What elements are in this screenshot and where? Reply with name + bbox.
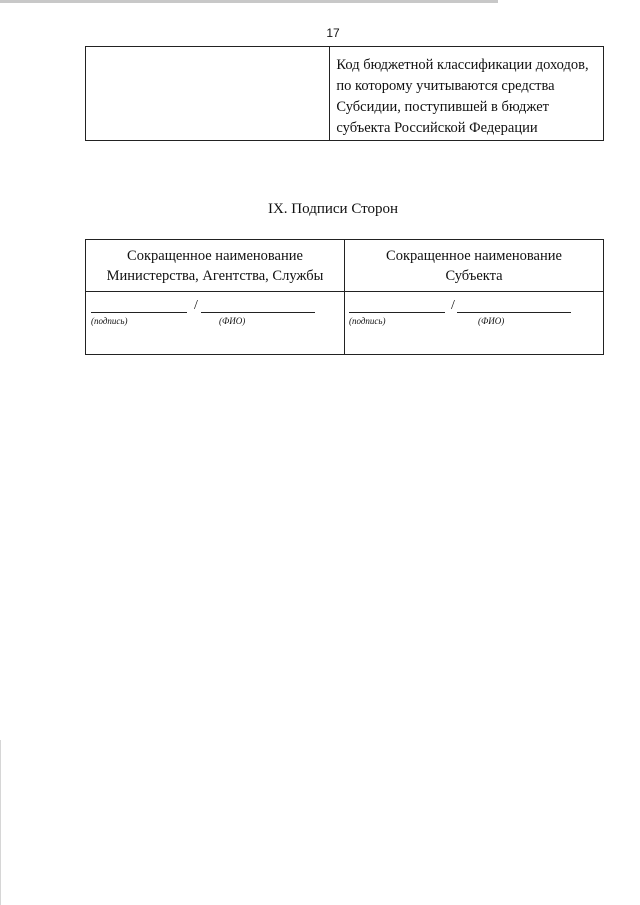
signature-caption: (подпись)	[91, 316, 128, 326]
left-party-header	[86, 240, 345, 292]
budget-code-cell	[330, 47, 604, 141]
fio-caption: (ФИО)	[219, 316, 246, 326]
table-row	[86, 240, 604, 292]
signature-caption: (подпись)	[349, 316, 386, 326]
empty-cell	[86, 47, 330, 141]
fio-caption: (ФИО)	[478, 316, 505, 326]
left-signature-block	[86, 292, 345, 355]
cell-line: субъекта Российской Федерации	[336, 120, 538, 136]
header-line: Министерства, Агентства, Службы	[106, 268, 324, 284]
table-row	[86, 47, 604, 141]
header-line: Субъекта	[445, 268, 503, 284]
fio-line	[457, 312, 571, 313]
right-party-header	[345, 240, 604, 292]
fio-line	[201, 312, 315, 313]
signature-line	[349, 312, 445, 313]
budget-code-table	[85, 46, 604, 141]
signatures-table	[85, 239, 604, 355]
page-number: 17	[326, 26, 340, 40]
separator-slash: /	[194, 298, 198, 313]
cell-line: Субсидии, поступившей в бюджет	[336, 99, 549, 115]
signature-line	[91, 312, 187, 313]
table-row	[86, 292, 604, 355]
scan-edge-rule	[0, 0, 498, 3]
separator-slash: /	[451, 298, 455, 313]
section-heading: IX. Подписи Сторон	[267, 201, 399, 217]
cell-line: по которому учитываются средства	[336, 78, 555, 94]
header-line: Сокращенное наименование	[127, 248, 303, 264]
scan-edge-mark	[0, 740, 1, 905]
right-signature-block	[345, 292, 604, 355]
header-line: Сокращенное наименование	[386, 248, 562, 264]
cell-line: Код бюджетной классификации доходов,	[336, 57, 589, 73]
